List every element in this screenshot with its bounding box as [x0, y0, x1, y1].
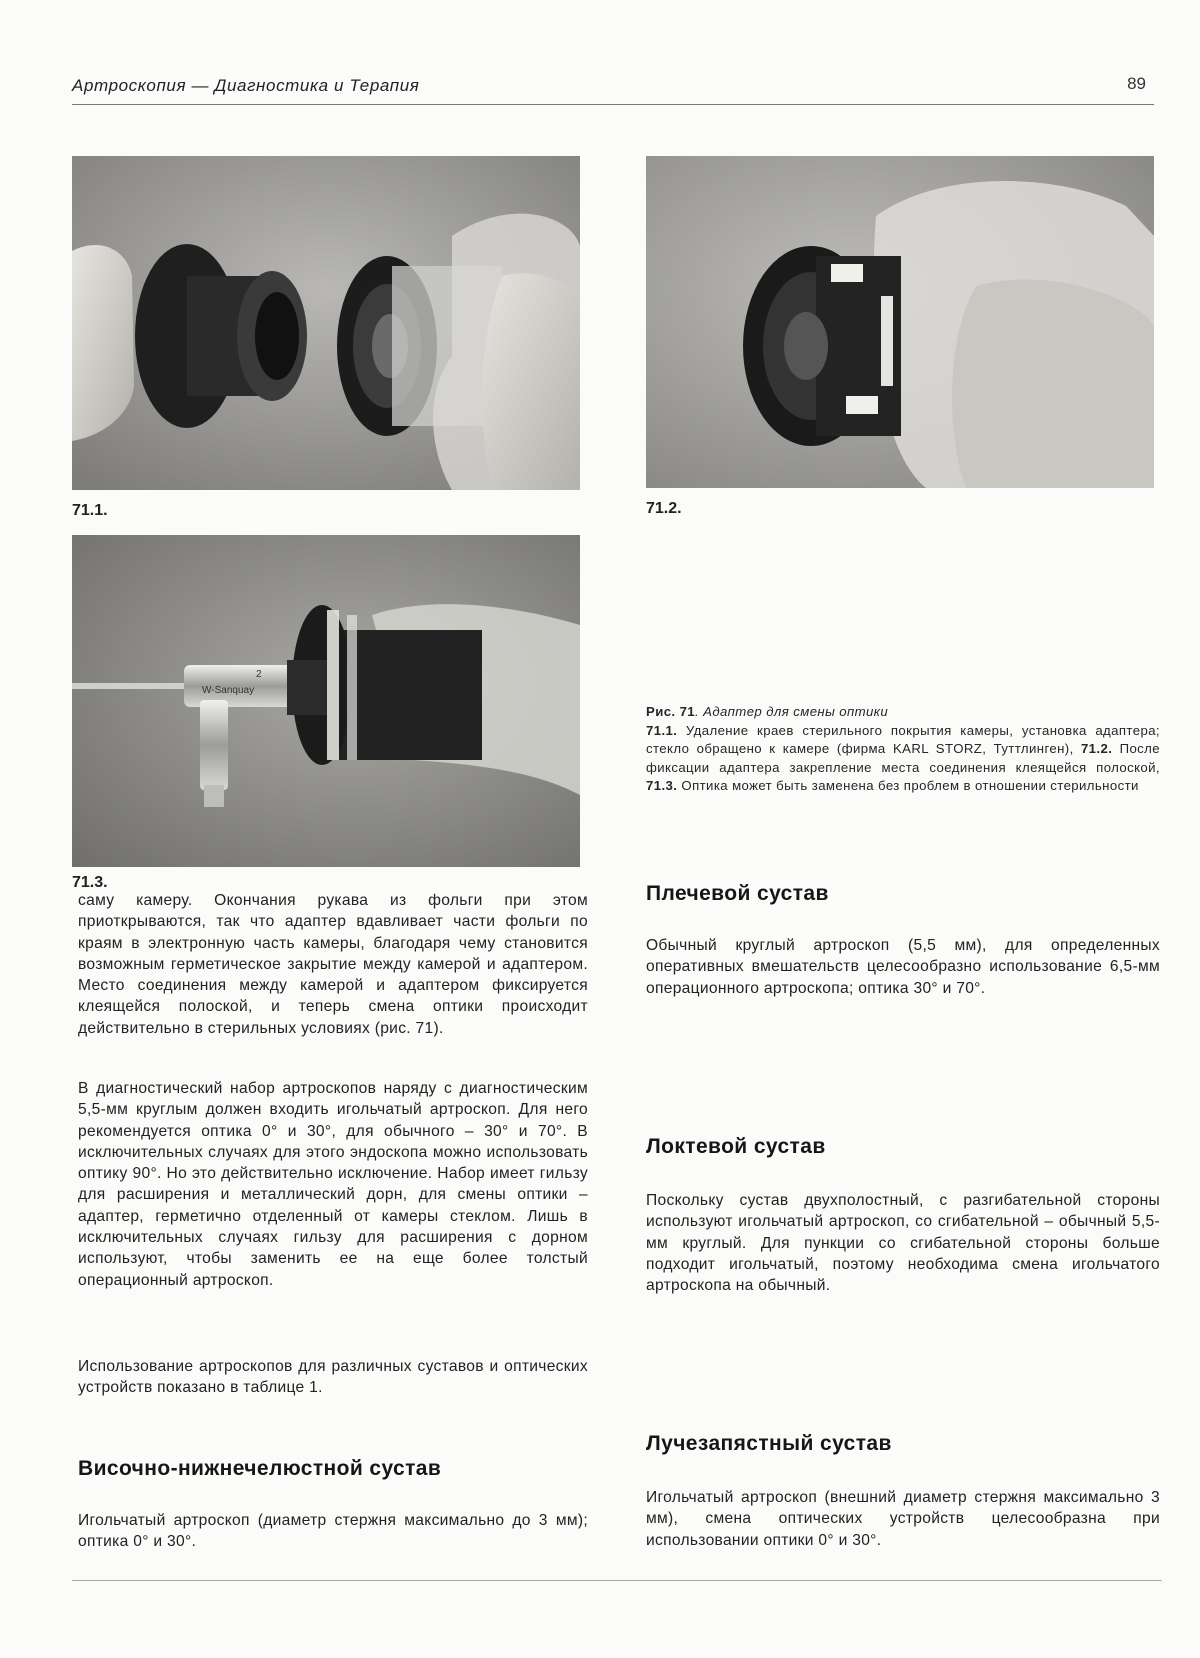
caption-text-71-2: После фиксации адаптера закрепление места соединения клеящейся полоской,	[646, 741, 1161, 775]
tmj-paragraph	[78, 1510, 588, 1553]
heading-tmj: Височно-нижнечелюстной сустав	[78, 1457, 442, 1480]
figure-label-71-1: 71.1.	[72, 502, 108, 519]
heading-elbow: Локтевой сустав	[646, 1135, 826, 1158]
figure-label-71-2: 71.2.	[646, 500, 682, 517]
left-paragraph-3-text: Использование артроскопов для различных суставов и оптических устройств показано в таблице 1.	[78, 1358, 588, 1397]
caption-text-71-1: Удаление краев стерильного покрытия камеры, установка адаптера; стекло обращено к камере (фирма KARL STORZ, Туттлинген),	[646, 722, 1160, 757]
footer-rule	[72, 1580, 1162, 1581]
wrist-paragraph-text: Игольчатый артроскоп (внешний диаметр стержня максимально 3 мм), смена оптических устройств целесообразна при использовании оптики 0° и 30°.	[646, 1489, 1160, 1549]
left-paragraph-2-text: В диагностический набор артроскопов наряду с диагностическим 5,5-мм круглым должен входить игольчатый артроскоп. Для него рекомендуется оптика 0° и 30°, для обычного – 30° и 70°. В исключительных случаях для этого эндоскопа можно использовать оптику 90°. Но это действительно исключение. Набор имеет гильзу для расширения и металлический дорн, для смены оптики – адаптер, герметично отделенный от камеры стеклом. Лишь в исключительных случаях гильзу для расширения с дорном используют, чтобы заменить ее на еще более толстый операционный артроскоп.	[78, 1080, 588, 1289]
running-header-title: Артроскопия — Диагностика и Терапия	[72, 76, 420, 95]
left-paragraph-2	[78, 1078, 588, 1291]
photo-71-2	[646, 156, 1154, 488]
left-paragraph-1	[78, 890, 588, 1039]
lens-brand-label: W-Sanquay	[202, 685, 255, 696]
photo-71-1	[72, 156, 580, 490]
photo-71-1-image	[72, 156, 580, 490]
left-paragraph-1-text: саму камеру. Окончания рукава из фольги при этом приоткрываются, так что адаптер вдавливает части фольги по краям в электронную часть камеры, благодаря чему становится возможным герметическое закрытие между камерой и адаптером. Место соединения между камерой и адаптером фиксируется клеящейся полоской, и теперь смена оптики происходит действительно в стерильных условиях (рис. 71).	[78, 892, 588, 1037]
wrist-paragraph	[646, 1487, 1160, 1551]
heading-shoulder: Плечевой сустав	[646, 882, 829, 905]
photo-71-3-image	[72, 535, 580, 867]
elbow-paragraph-text: Поскольку сустав двухполостный, с разгибательной стороны используют игольчатый артроскоп, со сгибательной – обычный 5,5-мм круглый. Для пункции со сгибательной стороны больше подходит игольчатый, поэтому необходима смена игольчатого артроскопа на обычный.	[646, 1192, 1160, 1295]
left-paragraph-3	[78, 1356, 588, 1399]
photo-71-2-image	[646, 156, 1154, 488]
elbow-paragraph	[646, 1190, 1160, 1296]
caption-figure-title: . Адаптер для смены оптики	[695, 704, 889, 719]
running-header	[72, 74, 1154, 105]
figure-caption	[646, 703, 1160, 796]
shoulder-paragraph	[646, 935, 1160, 999]
lens-marking: 2	[256, 669, 262, 680]
caption-ref-71-2: 71.2.	[1080, 741, 1113, 757]
caption-figure-ref: Рис. 71	[646, 704, 696, 719]
caption-ref-71-3: 71.3.	[646, 778, 678, 794]
tmj-paragraph-text: Игольчатый артроскоп (диаметр стержня максимально до 3 мм); оптика 0° и 30°.	[78, 1512, 588, 1551]
shoulder-paragraph-text: Обычный круглый артроскоп (5,5 мм), для определенных оперативных вмешательств целесообразно использование 6,5-мм операционного артроскопа; оптика 30° и 70°.	[646, 937, 1160, 997]
figure-label-71-3: 71.3.	[72, 874, 108, 891]
caption-ref-71-1: 71.1.	[646, 722, 678, 738]
heading-wrist: Лучезапястный сустав	[646, 1432, 892, 1455]
photo-71-3	[72, 535, 580, 867]
caption-text-71-3: Оптика может быть заменена без проблем в отношении стерильности	[677, 778, 1139, 794]
page-number: 89	[1127, 74, 1146, 93]
